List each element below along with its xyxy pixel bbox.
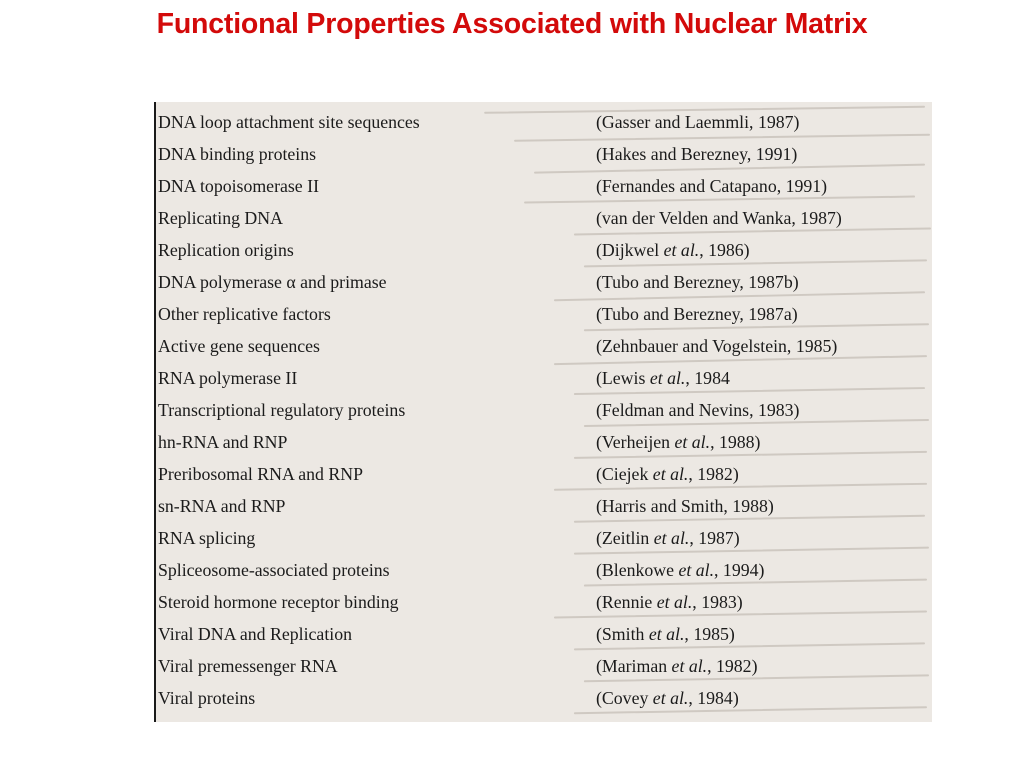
reference: (Fernandes and Catapano, 1991) [596,176,828,196]
reference: (Dijkwel et al., 1986) [596,240,750,260]
property-name: DNA loop attachment site sequences [158,112,420,132]
property-name: Steroid hormone receptor binding [158,592,399,612]
reference: (Ciejek et al., 1982) [596,464,739,484]
reference: (van der Velden and Wanka, 1987) [596,208,842,228]
table-row [156,368,932,400]
table-row [156,176,932,208]
property-name: DNA topoisomerase II [158,176,319,196]
reference: (Mariman et al., 1982) [596,656,758,676]
table-row [156,112,932,144]
property-name: Viral proteins [158,688,256,708]
property-name: hn-RNA and RNP [158,432,288,452]
table-row [156,240,932,272]
reference: (Tubo and Berezney, 1987a) [596,304,798,324]
table-row [156,432,932,464]
property-name: Transcriptional regulatory proteins [158,400,406,420]
property-name: Replicating DNA [158,208,283,228]
table-row [156,496,932,528]
reference: (Harris and Smith, 1988) [596,496,774,516]
table-row [156,592,932,624]
reference: (Zehnbauer and Vogelstein, 1985) [596,336,838,356]
reference: (Gasser and Laemmli, 1987) [596,112,800,132]
table-row [156,400,932,432]
property-name: Active gene sequences [158,336,320,356]
table-row [156,336,932,368]
property-name: sn-RNA and RNP [158,496,286,516]
table-row [156,272,932,304]
property-name: Viral premessenger RNA [158,656,338,676]
scanned-table-image [154,102,932,722]
property-name: Preribosomal RNA and RNP [158,464,363,484]
table-row [156,688,932,720]
property-name: Replication origins [158,240,294,260]
reference: (Lewis et al., 1984 [596,368,730,388]
property-name: RNA polymerase II [158,368,298,388]
property-name: RNA splicing [158,528,256,548]
reference: (Blenkowe et al., 1994) [596,560,765,580]
property-name: Spliceosome-associated proteins [158,560,390,580]
property-name: Other replicative factors [158,304,331,324]
reference: (Feldman and Nevins, 1983) [596,400,800,420]
reference: (Smith et al., 1985) [596,624,735,644]
table-row [156,304,932,336]
property-name: DNA binding proteins [158,144,317,164]
table-row [156,624,932,656]
table-row [156,144,932,176]
reference: (Zeitlin et al., 1987) [596,528,740,548]
property-name: Viral DNA and Replication [158,624,352,644]
table-row [156,656,932,688]
table-row [156,560,932,592]
reference: (Tubo and Berezney, 1987b) [596,272,799,292]
reference: (Verheijen et al., 1988) [596,432,761,452]
reference: (Rennie et al., 1983) [596,592,743,612]
property-name: DNA polymerase α and primase [158,272,387,292]
table-row [156,464,932,496]
table-row [156,208,932,240]
reference: (Hakes and Berezney, 1991) [596,144,798,164]
reference: (Covey et al., 1984) [596,688,739,708]
slide-title: Functional Properties Associated with Nuclear Matrix [156,8,868,40]
table-row [156,528,932,560]
